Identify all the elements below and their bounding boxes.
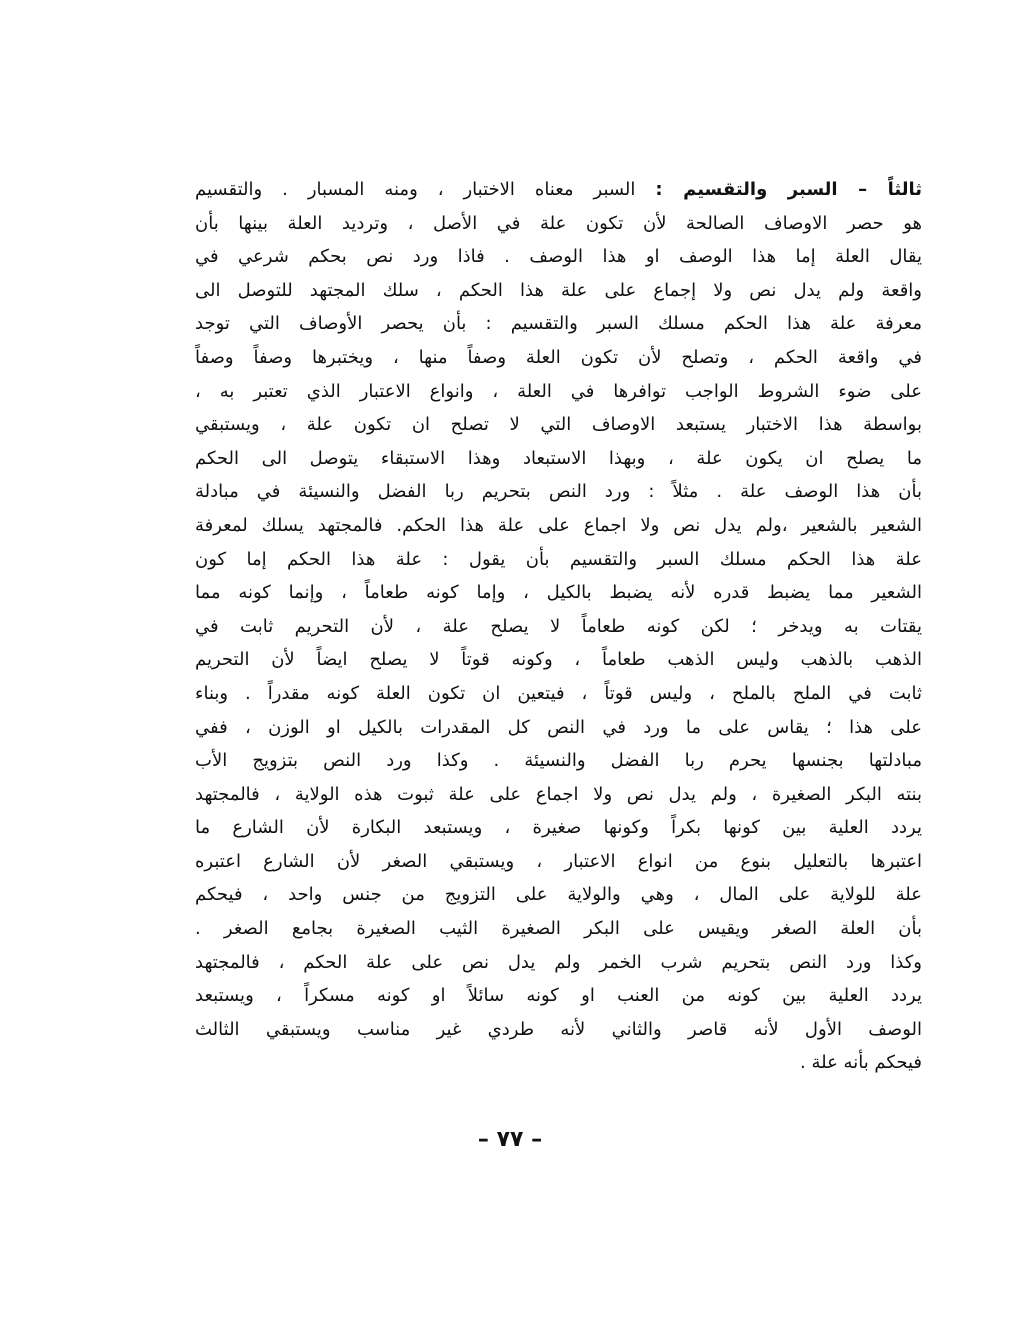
text-line: في واقعة الحكم ، وتصلح لأن تكون العلة وصفاً منها ، ويختبرها وصفاً وصفاً [195, 346, 922, 368]
text-line: الشعير مما يضبط قدره لأنه يضبط بالكيل ، وإما كونه طعاماً ، وإنما كونه مما [195, 582, 922, 604]
text-line: اعتبرها بالتعليل بنوع من انواع الاعتبار ، ويستبقي الصغر لأن الشارع اعتبره [195, 850, 922, 872]
text-line: الذهب بالذهب وليس الذهب طعاماً ، وكونه قوتاً لا يصلح ايضاً لأن التحريم [195, 649, 922, 671]
text-line: علة هذا الحكم مسلك السبر والتقسيم بأن يقول : علة هذا الحكم إما كون [195, 548, 922, 570]
text-line: على هذا ؛ يقاس على ما ورد في النص كل المقدرات بالكيل او الوزن ، ففي [195, 716, 922, 738]
section-heading: ثالثاً – السبر والتقسيم : [655, 179, 922, 200]
text-line: بنته البكر الصغيرة ، ولم يدل نص ولا اجماع على علة ثبوت هذه الولاية ، فالمجتهد [195, 783, 922, 805]
text-line: يقتات به ويدخر ؛ لكن كونه طعاماً لا يصلح علة ، لأن التحريم ثابت في [195, 615, 922, 637]
text-line: بأن العلة الصغر ويقيس على البكر الصغيرة الثيب الصغيرة بجامع الصغر . [195, 918, 922, 940]
text-line: علة للولاية على المال ، وهي والولاية على التزويج من جنس واحد ، فيحكم [195, 884, 922, 906]
text-line: يقال العلة إما هذا الوصف او هذا الوصف . فاذا ورد نص بحكم شرعي في [195, 246, 922, 268]
text-line: فيحكم بأنه علة . [800, 1052, 922, 1074]
text-line: وكذا ورد النص بتحريم شرب الخمر ولم يدل نص على علة الحكم ، فالمجتهد [195, 951, 922, 973]
text-line-content: السبر معناه الاختبار ، ومنه المسبار . والتقسيم [195, 179, 636, 200]
text-line: هو حصر الاوصاف الصالحة لأن تكون علة في الأصل ، وترديد العلة بينها بأن [195, 212, 922, 234]
body-text [195, 173, 922, 1080]
text-line [195, 173, 922, 207]
text-line: واقعة ولم يدل نص ولا إجماع على علة هذا الحكم ، سلك المجتهد للتوصل الى [195, 279, 922, 301]
text-line: يردد العلية بين كونه من العنب او كونه سائلاً او كونه مسكراً ، ويستبعد [195, 985, 922, 1007]
text-line: ما يصلح ان يكون علة ، وبهذا الاستبعاد وهذا الاستبقاء يتوصل الى الحكم [195, 447, 922, 469]
text-line: مبادلتها بجنسها يحرم ربا الفضل والنسيئة . وكذا ورد النص بتزويج الأب [195, 750, 922, 772]
page-number: – ٧٧ – [477, 1127, 543, 1152]
text-line: بواسطة هذا الاختبار يستبعد الاوصاف التي لا تصلح ان تكون علة ، ويستبقي [195, 414, 922, 436]
text-line: الوصف الأول لأنه قاصر والثاني لأنه طردي غير مناسب ويستبقي الثالث [195, 1018, 922, 1040]
text-line: الشعير بالشعير ،ولم يدل نص ولا اجماع على علة هذا الحكم. فالمجتهد يسلك لمعرفة [195, 514, 922, 536]
text-line: ثابت في الملح بالملح ، وليس قوتاً ، فيتعين ان تكون العلة كونه مقدراً . وبناء [195, 682, 922, 704]
text-line: معرفة علة هذا الحكم مسلك السبر والتقسيم : بأن يحصر الأوصاف التي توجد [195, 313, 922, 335]
text-line: يردد العلية بين كونها بكراً وكونها صغيرة ، ويستبعد البكارة لأن الشارع ما [195, 817, 922, 839]
text-line: بأن هذا الوصف علة . مثلاً : ورد النص بتحريم ربا الفضل والنسيئة في مبادلة [195, 481, 922, 503]
text-line: على ضوء الشروط الواجب توافرها في العلة ، وانواع الاعتبار الذي تعتبر به ، [195, 380, 922, 402]
